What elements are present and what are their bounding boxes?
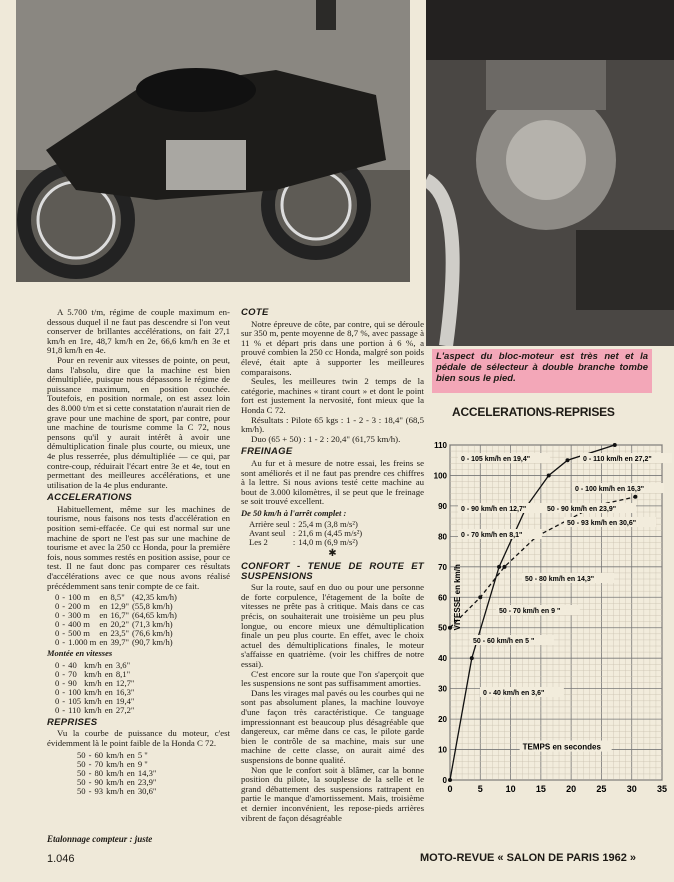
annotation-label: 0 - 70 km/h en 8,1" bbox=[461, 532, 523, 539]
x-tick-label: 5 bbox=[477, 784, 483, 794]
accel-row-cell: 12,9" bbox=[110, 601, 130, 612]
accel-row-cell: en bbox=[99, 592, 108, 603]
accel-row bbox=[55, 638, 180, 647]
cote-text-2: Seules, les meilleures twin 2 temps de la catégorie, machines « tirant court » et dont le point fort est justement la nervosité, font mieux que la Honda C 72. bbox=[241, 376, 424, 415]
annotation-label: 50 - 60 km/h en 5 " bbox=[473, 638, 535, 645]
reprises-row-cell: en bbox=[126, 776, 135, 787]
freinage-heading: FREINAGE bbox=[241, 446, 293, 458]
series-point-1 bbox=[503, 565, 507, 569]
freinage-subheading: De 50 km/h à l'arrêt complet : bbox=[241, 507, 347, 518]
montee-row-cell: 0 bbox=[55, 659, 60, 670]
confort-heading: CONFORT - TENUE DE ROUTE ET SUSPENSIONS bbox=[241, 561, 424, 582]
reprises-row-cell: 60 bbox=[94, 749, 104, 760]
montee-row bbox=[55, 706, 137, 715]
montee-row-cell: 0 bbox=[55, 686, 60, 697]
montee-row-cell: 0 bbox=[55, 677, 60, 688]
accel-row-cell: 8,5" bbox=[110, 592, 125, 603]
confort-para-4: Non que le confort soit à blâmer, car la bonne position du pilote, la souplesse de la selle et le grand débattement des suspensions rattrapent en partie le manque d'amortissement. Mais, troisième et dernier inconvénient, les repose-pieds arrières vibrent de façon désagréable bbox=[241, 764, 424, 823]
montee-row-cell: - bbox=[62, 704, 66, 715]
series-point-0 bbox=[448, 778, 452, 782]
reprises-row-cell: km/h bbox=[106, 767, 124, 778]
annotation-label: 50 - 80 km/h en 14,3" bbox=[525, 576, 595, 583]
series-point-1 bbox=[448, 626, 452, 630]
reprises-row-cell: 80 bbox=[94, 767, 104, 778]
accel-row-cell: 200 m bbox=[68, 601, 90, 612]
reprises-row-cell: en bbox=[126, 785, 135, 796]
accel-row-cell: en bbox=[99, 637, 108, 648]
acceleration-chart bbox=[424, 425, 672, 845]
freinage-table bbox=[249, 520, 365, 547]
cote-heading: COTE bbox=[241, 307, 269, 318]
freinage-row-cell: 14,0 m (6,9 m/s²) bbox=[298, 537, 358, 548]
x-tick-label: 15 bbox=[535, 784, 546, 794]
freinage-row-cell: : bbox=[292, 528, 296, 539]
reprises-table bbox=[77, 751, 159, 796]
engine-photo bbox=[426, 0, 674, 346]
accel-row-cell: (71,3 km/h) bbox=[132, 619, 173, 630]
x-tick-label: 30 bbox=[626, 784, 637, 794]
montee-row-cell: km/h bbox=[84, 695, 102, 706]
reprises-row-cell: km/h bbox=[106, 776, 124, 787]
accel-row-cell: 39,7" bbox=[110, 637, 130, 648]
y-tick-label: 110 bbox=[434, 441, 447, 450]
accel-row-cell: 100 m bbox=[68, 592, 90, 603]
montee-row-cell: 90 bbox=[68, 677, 77, 688]
reprises-row-cell: - bbox=[88, 785, 92, 796]
reprises-row-cell: en bbox=[126, 767, 135, 778]
montee-row-cell: 110 bbox=[68, 704, 81, 715]
annotation-label: 50 - 90 km/h en 23,9" bbox=[547, 506, 617, 513]
cote-resultats: Résultats : Pilote 65 kgs : 1 - 2 - 3 : 18,4" (68,5 km/h). bbox=[241, 414, 424, 435]
montee-table bbox=[55, 661, 137, 715]
annotation-label: 0 - 90 km/h en 12,7" bbox=[461, 506, 527, 513]
motorcycle-photo bbox=[16, 0, 410, 282]
montee-row-cell: 8,1" bbox=[115, 668, 131, 679]
cote-duo: Duo (65 + 50) : 1 - 2 : 20,4" (61,75 km/h). bbox=[251, 433, 401, 444]
accel-row-cell: 16,7" bbox=[110, 610, 130, 621]
reprises-heading: REPRISES bbox=[47, 716, 98, 728]
accel-row-cell: en bbox=[99, 619, 108, 630]
y-tick-label: 90 bbox=[438, 501, 447, 511]
etalonnage-note: Etalonnage compteur : juste bbox=[47, 834, 153, 844]
y-tick-label: 50 bbox=[438, 623, 447, 633]
y-tick-label: 70 bbox=[438, 562, 447, 572]
accel-row-cell: - bbox=[62, 610, 66, 621]
freinage-row-cell: 25,4 m (3,8 m/s²) bbox=[298, 519, 358, 530]
accel-row-cell: 400 m bbox=[68, 619, 90, 630]
montee-row-cell: en bbox=[104, 677, 113, 688]
montee-row-cell: - bbox=[62, 677, 66, 688]
reprises-row bbox=[77, 787, 159, 796]
separator-star: ✱ bbox=[328, 548, 337, 560]
magazine-footer: MOTO-REVUE « SALON DE PARIS 1962 » bbox=[420, 852, 636, 864]
montee-row-cell: km/h bbox=[84, 677, 102, 688]
reprises-row-cell: 50 bbox=[77, 785, 86, 796]
reprises-row-cell: km/h bbox=[106, 785, 124, 796]
annotation-label: 0 - 110 km/h en 27,2" bbox=[583, 456, 652, 463]
y-tick-label: 100 bbox=[433, 471, 447, 481]
montee-row-cell: 105 bbox=[68, 695, 82, 706]
series-point-0 bbox=[547, 473, 551, 477]
annotation-label: 0 - 100 km/h en 16,3" bbox=[575, 486, 645, 493]
reprises-row-cell: 30,6" bbox=[137, 785, 157, 796]
series-point-1 bbox=[478, 595, 482, 599]
freinage-row-cell: Les 2 bbox=[249, 537, 268, 548]
montee-row-cell: - bbox=[62, 686, 66, 697]
reprises-row-cell: - bbox=[88, 749, 92, 760]
accelerations-table bbox=[55, 593, 180, 647]
accel-row-cell: - bbox=[62, 601, 66, 612]
accel-row-cell: en bbox=[99, 601, 108, 612]
accel-row-cell: (76,6 km/h) bbox=[132, 628, 173, 639]
reprises-row-cell: 70 bbox=[94, 758, 104, 769]
accel-row-cell: - bbox=[62, 619, 66, 630]
x-tick-label: 35 bbox=[656, 784, 668, 794]
montee-row-cell: 100 bbox=[68, 686, 82, 697]
reprises-text: Vu la courbe de puissance du moteur, c'est évidemment là le point faible de la Honda C 72. bbox=[47, 728, 230, 748]
accel-row-cell: en bbox=[99, 610, 108, 621]
montee-row-cell: 19,4" bbox=[115, 695, 135, 706]
left-column bbox=[47, 308, 230, 798]
cote-text: Notre épreuve de côte, par contre, qui se déroule sur 350 m, pente moyenne de 8,7 %, avec passage à 11 % et départ pris dans une portion à 6 %, a prouvé combien la 250 cc Honda, malgré son poids élevé, était apte à supporter les meilleures comparaisons. bbox=[241, 318, 424, 377]
y-axis-label: VITESSE en km/h bbox=[453, 564, 462, 631]
series-point-0 bbox=[497, 565, 501, 569]
montee-row-cell: en bbox=[104, 695, 113, 706]
montee-row-cell: 12,7" bbox=[115, 677, 135, 688]
montee-row-cell: en bbox=[104, 704, 113, 715]
montee-row-cell: en bbox=[104, 668, 113, 679]
accel-row-cell: 0 bbox=[55, 601, 60, 612]
y-tick-label: 10 bbox=[438, 745, 447, 755]
x-tick-label: 0 bbox=[447, 784, 453, 794]
montee-row-cell: km/h bbox=[84, 686, 102, 697]
freinage-row-cell: : bbox=[292, 519, 296, 530]
montee-row-cell: km/h bbox=[84, 659, 102, 670]
middle-column bbox=[241, 308, 424, 823]
y-tick-label: 60 bbox=[438, 593, 447, 603]
montee-row-cell: 0 bbox=[55, 695, 60, 706]
photo-caption: L'aspect du bloc-moteur est très net et la pédale de sélecteur à double branche tombe bien sous le pied. bbox=[432, 349, 652, 393]
freinage-row bbox=[249, 538, 365, 547]
freinage-row-cell: 21,6 m (4,45 m/s²) bbox=[298, 528, 363, 539]
accel-row-cell: 500 m bbox=[68, 628, 90, 639]
montee-row-cell: 16,3" bbox=[115, 686, 135, 697]
reprises-row-cell: 93 bbox=[94, 785, 104, 796]
accel-row-cell: - bbox=[62, 628, 66, 639]
freinage-text: Au fur et à mesure de notre essai, les freins se sont améliorés et il ne faut pas prendre ces chiffres à la lettre. Si nous avions testé cette machine au bout de 3.000 kilomètres, il se peut que le freinage se soit trouvé excellent. bbox=[241, 457, 424, 507]
series-point-0 bbox=[566, 458, 570, 462]
accel-row-cell: 0 bbox=[55, 610, 60, 621]
intro-para-1: A 5.700 t/m, régime de couple maximum en-dessous duquel il ne faut pas descendre si l'on veut conserver de brillantes accélérations, on fait 27,1 km/h en 1re, 48,7 km/h en 2e, 66,6 km/h en 3e et 91,8 km/h en 4e. bbox=[47, 307, 230, 356]
accel-row-cell: (64,65 km/h) bbox=[132, 610, 177, 621]
series-point-1 bbox=[633, 495, 637, 499]
reprises-row-cell: en bbox=[126, 758, 135, 769]
accel-row-cell: 0 bbox=[55, 619, 60, 630]
montee-row-cell: - bbox=[62, 659, 66, 670]
montee-row-cell: km/h bbox=[84, 704, 102, 715]
reprises-row-cell: 23,9" bbox=[137, 776, 157, 787]
reprises-row-cell: 5 " bbox=[137, 749, 148, 760]
confort-para-3: Dans les virages mal pavés ou les courbes qui ne sont pas absolument planes, la machine louvoye d'une façon très caractéristique. Ce tanguage impressionnant est beaucoup plus désagréable que dangereux, car même dans ce cas, le pilote garde bien le contrôle de sa machine, mais sur une machine de cette classe, on aurait aimé des suspensions de bonne qualité. bbox=[241, 687, 424, 765]
montee-row-cell: km/h bbox=[84, 668, 102, 679]
annotation-label: 0 - 40 km/h en 3,6" bbox=[483, 690, 545, 697]
freinage-row-cell: Arrière seul bbox=[249, 519, 290, 530]
reprises-row-cell: - bbox=[88, 758, 92, 769]
montee-row-cell: 70 bbox=[68, 668, 77, 679]
accelerations-heading: ACCELERATIONS bbox=[47, 492, 133, 504]
series-point-0 bbox=[613, 443, 617, 447]
y-tick-label: 0 bbox=[442, 776, 447, 785]
montee-row-cell: - bbox=[62, 695, 66, 706]
reprises-row-cell: km/h bbox=[106, 749, 124, 760]
x-tick-label: 20 bbox=[566, 784, 577, 794]
y-tick-label: 40 bbox=[438, 654, 447, 664]
accel-row-cell: (42,35 km/h) bbox=[132, 592, 177, 603]
montee-row-cell: 40 bbox=[68, 659, 77, 670]
reprises-row-cell: - bbox=[88, 776, 92, 787]
montee-row-cell: 27,2" bbox=[115, 704, 135, 715]
reprises-row-cell: 50 bbox=[77, 749, 86, 760]
accel-row-cell: 1.000 m bbox=[68, 637, 97, 648]
y-tick-label: 20 bbox=[438, 715, 447, 725]
montee-row-cell: 3,6" bbox=[115, 659, 131, 670]
montee-heading: Montée en vitesses bbox=[47, 648, 113, 659]
series-point-0 bbox=[470, 656, 474, 660]
x-tick-label: 10 bbox=[505, 784, 516, 794]
reprises-row-cell: - bbox=[88, 767, 92, 778]
y-tick-label: 30 bbox=[438, 684, 447, 694]
accel-row-cell: 300 m bbox=[68, 610, 90, 621]
accel-row-cell: 20,2" bbox=[110, 619, 130, 630]
confort-para-1: Sur la route, sauf en duo ou pour une personne de forte corpulence, l'étagement de la boîte de vitesses ne prête pas à critique. Mais dans ce cas précis, on souhaiterait une troisième un peu plus longue, ou encore mieux une démultiplication finale un peu plus courte. En effet, avec le choix actuel des démultiplications finales, le moteur s'affaisse en quatrième. (voir les chiffres de notre essai). bbox=[241, 582, 424, 669]
montee-row-cell: - bbox=[62, 668, 66, 679]
accel-row-cell: 0 bbox=[55, 628, 60, 639]
montee-row-cell: 0 bbox=[55, 704, 60, 715]
montee-row-cell: en bbox=[104, 659, 113, 670]
chart-title: ACCELERATIONS-REPRISES bbox=[452, 405, 615, 419]
accel-row-cell: 0 bbox=[55, 592, 60, 603]
freinage-row-cell: : bbox=[292, 537, 296, 548]
accel-row-cell: en bbox=[99, 628, 108, 639]
annotation-label: 50 - 70 km/h en 9 " bbox=[499, 608, 561, 615]
page-number: 1.046 bbox=[47, 853, 75, 865]
reprises-row-cell: 14,3" bbox=[137, 767, 157, 778]
reprises-row-cell: 9 " bbox=[137, 758, 148, 769]
annotation-label: 0 - 105 km/h en 19,4" bbox=[461, 456, 531, 463]
reprises-row-cell: 50 bbox=[77, 767, 86, 778]
accel-row-cell: 0 bbox=[55, 637, 60, 648]
x-axis-label: TEMPS en secondes bbox=[522, 742, 601, 752]
montee-row-cell: 0 bbox=[55, 668, 60, 679]
intro-para-2: Pour en revenir aux vitesses de pointe, on peut, dans l'absolu, dire que la machine est bien démultipliée, puisque nous dépassons le régime de puissance maximum, en position couchée. Toutefois, en position normale, on est assez loin des 8.000 t/m et si cette constatation n'aurait rien de grave pour une machine de sport, par contre, pour une machine de tourisme comme la C 72, nous pensons qu'il y aurait intérêt à avoir une démultiplication finale plus courte, ou mieux, une 4e plus resserrée, plus démultipliée — ce qui, par contre-coup, réduirait l'écart entre 3e et 4e, tout en permettant des meilleures accélérations, et une utilisation de la 4e plus endurante. bbox=[47, 354, 230, 490]
reprises-row-cell: 50 bbox=[77, 758, 86, 769]
reprises-row-cell: 90 bbox=[94, 776, 104, 787]
accel-row-cell: - bbox=[62, 592, 66, 603]
montee-row-cell: en bbox=[104, 686, 113, 697]
accel-row-cell: (55,8 km/h) bbox=[132, 601, 173, 612]
reprises-row-cell: 50 bbox=[77, 776, 86, 787]
y-tick-label: 80 bbox=[438, 532, 447, 542]
annotation-label: 50 - 93 km/h en 30,6" bbox=[567, 520, 637, 527]
accel-row-cell: - bbox=[62, 637, 66, 648]
freinage-row-cell: Avant seul bbox=[249, 528, 286, 539]
x-tick-label: 25 bbox=[596, 784, 607, 794]
reprises-row-cell: en bbox=[126, 749, 135, 760]
accel-row-cell: (90,7 km/h) bbox=[132, 637, 173, 648]
accel-row-cell: 23,5" bbox=[110, 628, 130, 639]
reprises-row-cell: km/h bbox=[106, 758, 124, 769]
confort-para-2: C'est encore sur la route que l'on s'aperçoit que les suspensions ne sont pas suffisamment amorties. bbox=[241, 668, 424, 689]
accelerations-text: Habituellement, même sur les machines de tourisme, nous faisons nos tests d'accélération en position semi-effacée. Ce qui est normal sur une machine de sport ne l'est pas sur une machine de tourisme et avec la 250 cc Honda, pour la première fois, nous sommes restés en position assise, pour ce test. Il ne faut donc pas comparer ces résultats d'accélérations avec ce que nous avons réalisé précédemment sans tenir compte de ce fait. bbox=[47, 503, 230, 591]
